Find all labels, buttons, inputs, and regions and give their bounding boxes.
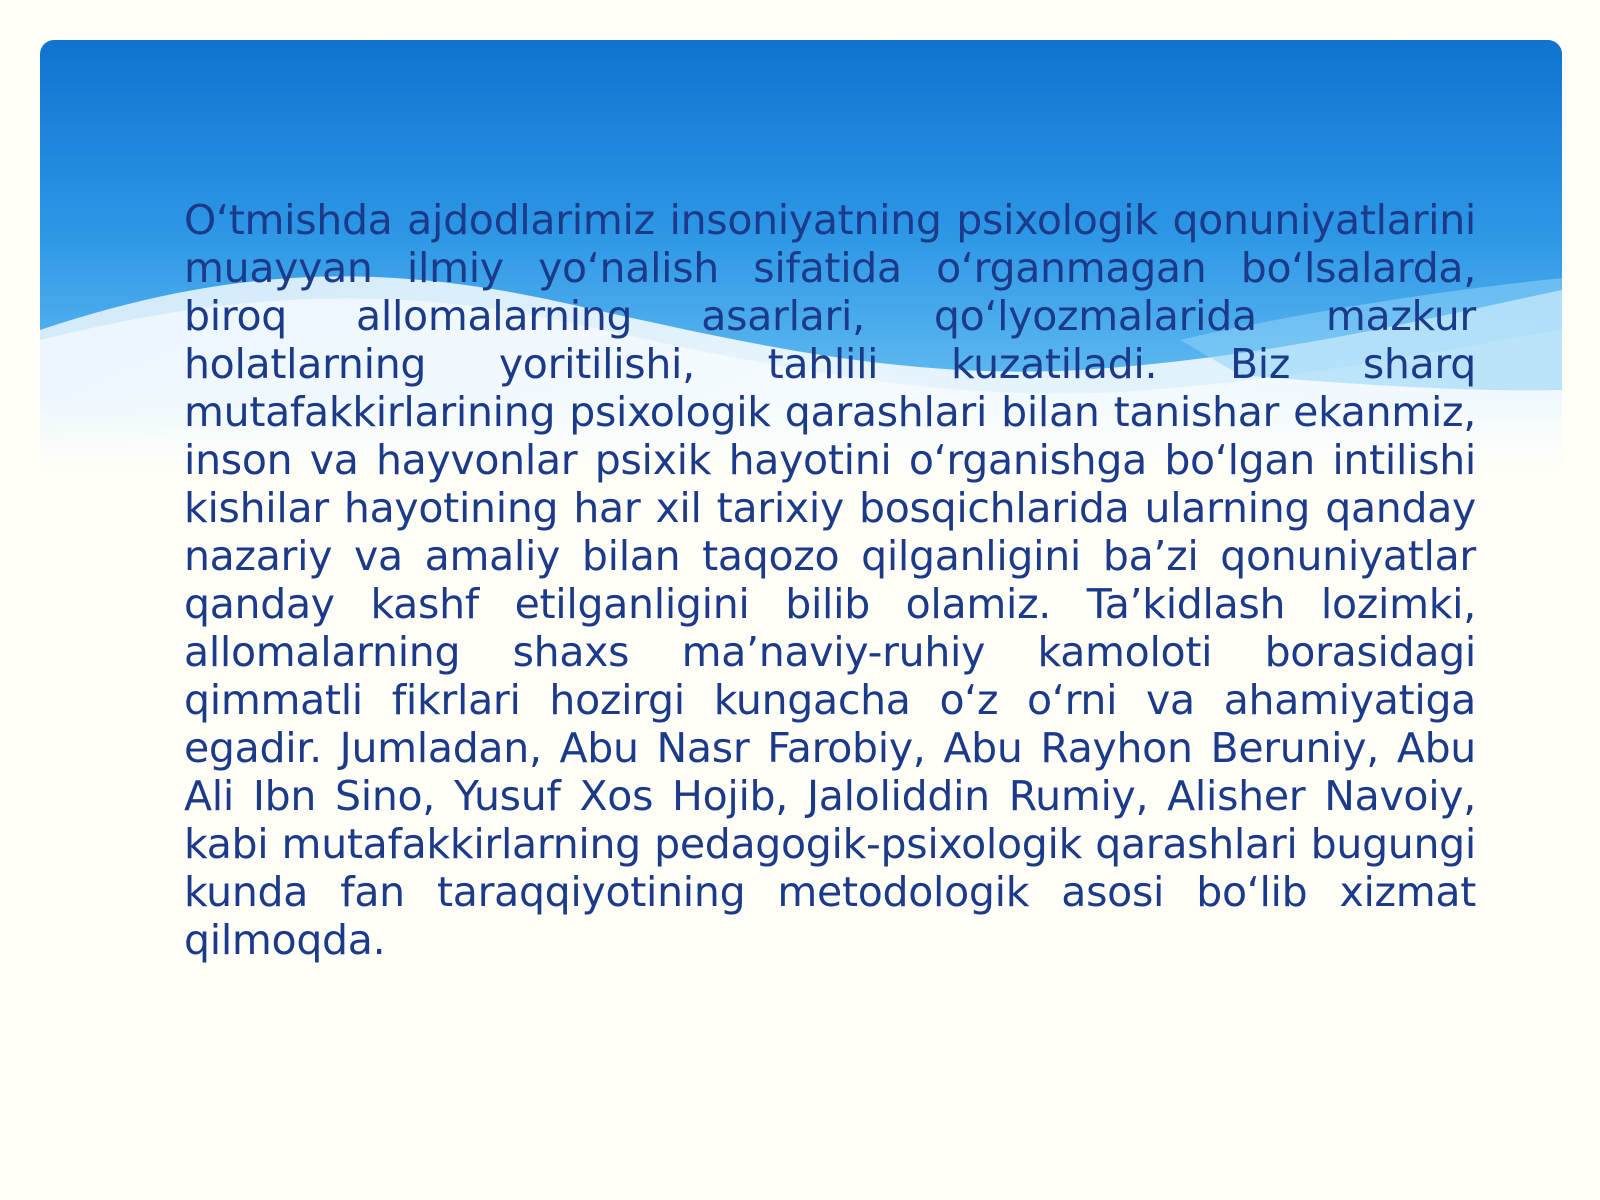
body-paragraph: O‘tmishda ajdodlarimiz insoniyatning psixologik qonuniyatlarini muayyan ilmiy yo‘nalish sifatida o‘rganmagan bo‘lsalarda, biroq allomalarning asarlari, qo‘lyozmalarida mazkur holatlarning yoritilishi, tahlili kuzatiladi. Biz sharq mutafakkirlarining psixologik qarashlari bilan tanishar ekanmiz, inson va hayvonlar psixik hayotini o‘rganishga bo‘lgan intilishi kishilar hayotining har xil tarixiy bosqichlarida ularning qanday nazariy va amaliy bilan taqozo qilganligini ba’zi qonuniyatlar qanday kashf etilganligini bilib olamiz. Ta’kidlash lozimki, allomalarning shaxs ma’naviy-ruhiy kamoloti borasidagi qimmatli fikrlari hozirgi kungacha o‘z o‘rni va ahamiyatiga egadir. Jumladan, Abu Nasr Farobiy, Abu Rayhon Beruniy, Abu Ali Ibn Sino, Yusuf Xos Hojib, Jaloliddin Rumiy, Alisher Navoiy, kabi mutafakkirlarning pedagogik-psixologik qarashlari bugungi kunda fan taraqqiyotining metodologik asosi bo‘lib xizmat qilmoqda. [184,196,1476,964]
